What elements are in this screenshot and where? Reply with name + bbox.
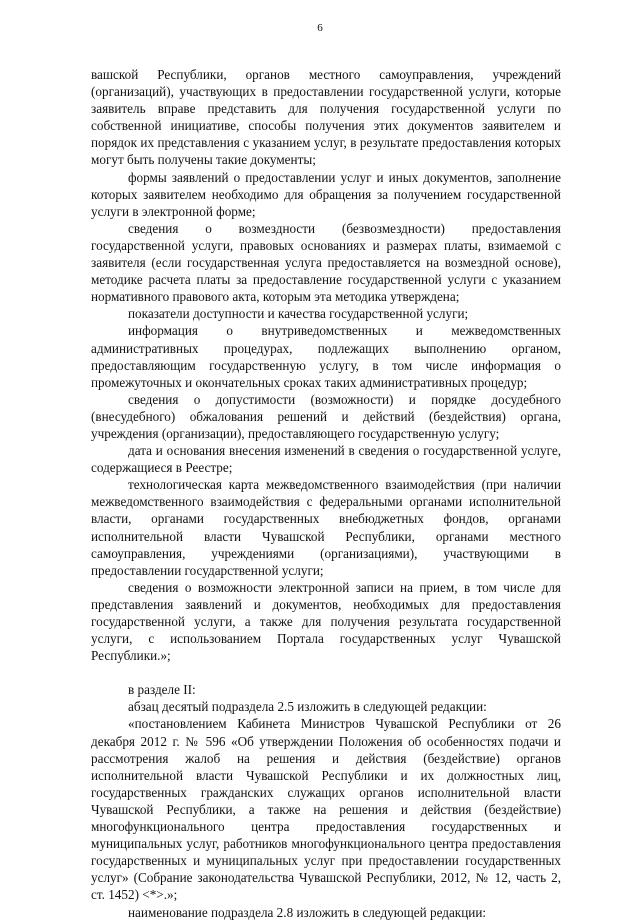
- section-heading: в разделе II:: [128, 682, 196, 698]
- document-body: [91, 66, 561, 921]
- paragraph-3: сведения о возмездности (безвозмездности) предоставления государственной услуги, правовых основаниях и размерах платы, взимаемой с заявителя (если государственная услуга предоставляется на возмездной основе), методике расчета платы за предоставление государственной услуги с указанием нормативного правового акта, которым эта методика утверждена;: [91, 220, 561, 305]
- paragraph-8: технологическая карта межведомственного взаимодействия (при наличии межведомственного взаимодействия с федеральными органами исполнительной власти, органами государственных внебюджетных фондов, органами исполнительной власти Чувашской Республики, органами местного самоуправления, учреждениями (организациями), участвующими в предоставлении государственной услуги;: [91, 477, 561, 578]
- paragraph-5: информация о внутриведомственных и межведомственных административных процедурах, подлежащих выполнению органом, предоставляющим государственную услугу, в том числе информация о промежуточных и окончательных сроках таких административных процедур;: [91, 323, 561, 390]
- paragraph-9: сведения о возможности электронной записи на прием, в том числе для представления заявлений и документов, необходимых для предоставления государственной услуги, а также для получения результата государственной услуги, с использованием Портала государственных услуг Чувашской Республики.»;: [91, 579, 561, 664]
- paragraph-1: вашской Республики, органов местного самоуправления, учреждений (организаций), участвующих в предоставлении государственной услуги, которые заявитель вправе представить для получения государственной услуги по собственной инициативе, способы получения этих документов заявителем и порядок их представления с указанием услуг, в результате предоставления которых могут быть получены такие документы;: [91, 67, 561, 168]
- paragraph-6: сведения о допустимости (возможности) и порядке досудебного (внесудебного) обжалования решений и действий (бездействия) органа, учреждения (организации), предоставляющего государственную услугу;: [91, 391, 561, 441]
- paragraph-11: абзац десятый подраздела 2.5 изложить в следующей редакции:: [128, 699, 487, 715]
- paragraph-2: формы заявлений о предоставлении услуг и иных документов, заполнение которых заявителем необходимо для обращения за получением государственной услуги в электронной форме;: [91, 169, 561, 219]
- paragraph-7: дата и основания внесения изменений в сведения о государственной услуге, содержащиеся в Реестре;: [91, 443, 561, 476]
- paragraph-4: показатели доступности и качества государственной услуги;: [128, 306, 469, 322]
- page-number: 6: [317, 22, 323, 34]
- paragraph-12: «постановлением Кабинета Министров Чувашской Республики от 26 декабря 2012 г. № 596 «Об утверждении Положения об особенностях подачи и рассмотрения жалоб на решения и действия (бездействие) органов исполнительной власти Чувашской Республики и их должностных лиц, государственных гражданских служащих органов исполнительной власти Чувашской Республики, а также на решения и действия (бездействие) многофункционального центра предоставления государственных и муниципальных услуг, работников многофункционального центра предоставления государственных и муниципальных услуг при предоставлении государственных услуг» (Собрание законодательства Чувашской Республики, 2012, № 12, часть 2, ст. 1452) <*>.»;: [91, 716, 561, 903]
- paragraph-13: наименование подраздела 2.8 изложить в следующей редакции:: [128, 904, 487, 920]
